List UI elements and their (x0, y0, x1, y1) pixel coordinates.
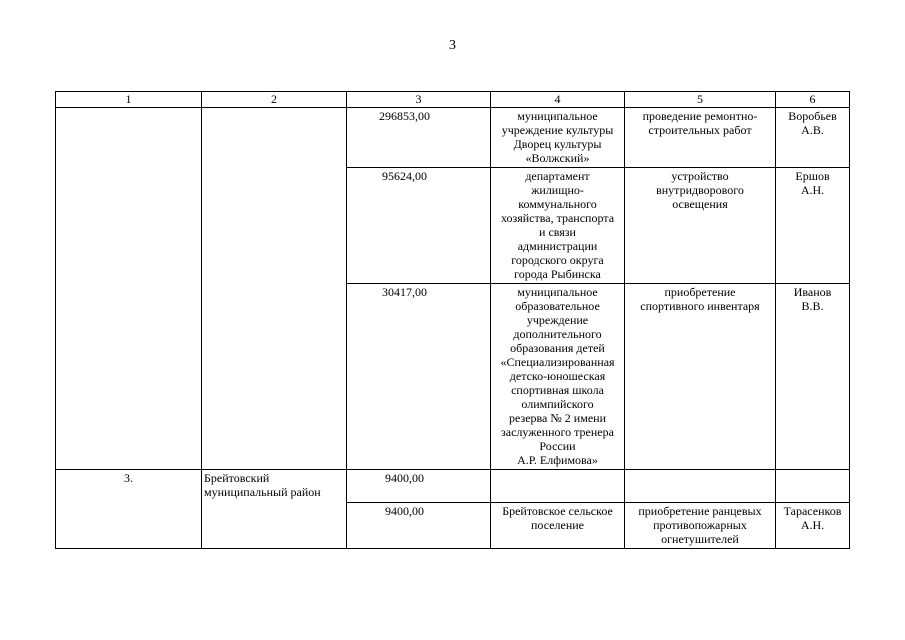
amount-cell: 30417,00 (347, 284, 491, 470)
column-header: 6 (776, 92, 850, 108)
district-total-row (56, 470, 850, 503)
index-cell: 3. (56, 470, 202, 549)
recipient-cell: департамент жилищно- коммунального хозяйства, транспорта и связи администрации городского округа города Рыбинска (491, 168, 625, 284)
responsible-cell (776, 470, 850, 503)
index-cell (56, 108, 202, 470)
purpose-cell: приобретение спортивного инвентаря (625, 284, 776, 470)
purpose-cell: устройство внутридворового освещения (625, 168, 776, 284)
responsible-cell: Ершов А.Н. (776, 168, 850, 284)
purpose-cell: приобретение ранцевых противопожарных огнетушителей (625, 503, 776, 549)
page-number: 3 (449, 38, 456, 53)
amount-cell: 296853,00 (347, 108, 491, 168)
amount-cell: 95624,00 (347, 168, 491, 284)
amount-cell: 9400,00 (347, 470, 491, 503)
column-header: 5 (625, 92, 776, 108)
column-header: 4 (491, 92, 625, 108)
column-header: 2 (202, 92, 347, 108)
recipient-cell (491, 470, 625, 503)
amount-cell: 9400,00 (347, 503, 491, 549)
district-cell: Брейтовский муниципальный район (202, 470, 347, 549)
recipient-cell: Брейтовское сельское поселение (491, 503, 625, 549)
recipient-cell: муниципальное образовательное учреждение дополнительного образования детей «Специализированная детско-юношеская спортивная школа олимпийского резерва № 2 имени заслуженного тренера России А.Р. Елфимова» (491, 284, 625, 470)
purpose-cell (625, 470, 776, 503)
table-row (56, 108, 850, 168)
district-cell (202, 108, 347, 470)
allocation-table (55, 91, 850, 549)
column-header: 3 (347, 92, 491, 108)
column-header: 1 (56, 92, 202, 108)
responsible-cell: Воробьев А.В. (776, 108, 850, 168)
responsible-cell: Тарасенков А.Н. (776, 503, 850, 549)
recipient-cell: муниципальное учреждение культуры Дворец культуры «Волжский» (491, 108, 625, 168)
table-header-row (56, 92, 850, 108)
purpose-cell: проведение ремонтно- строительных работ (625, 108, 776, 168)
responsible-cell: Иванов В.В. (776, 284, 850, 470)
